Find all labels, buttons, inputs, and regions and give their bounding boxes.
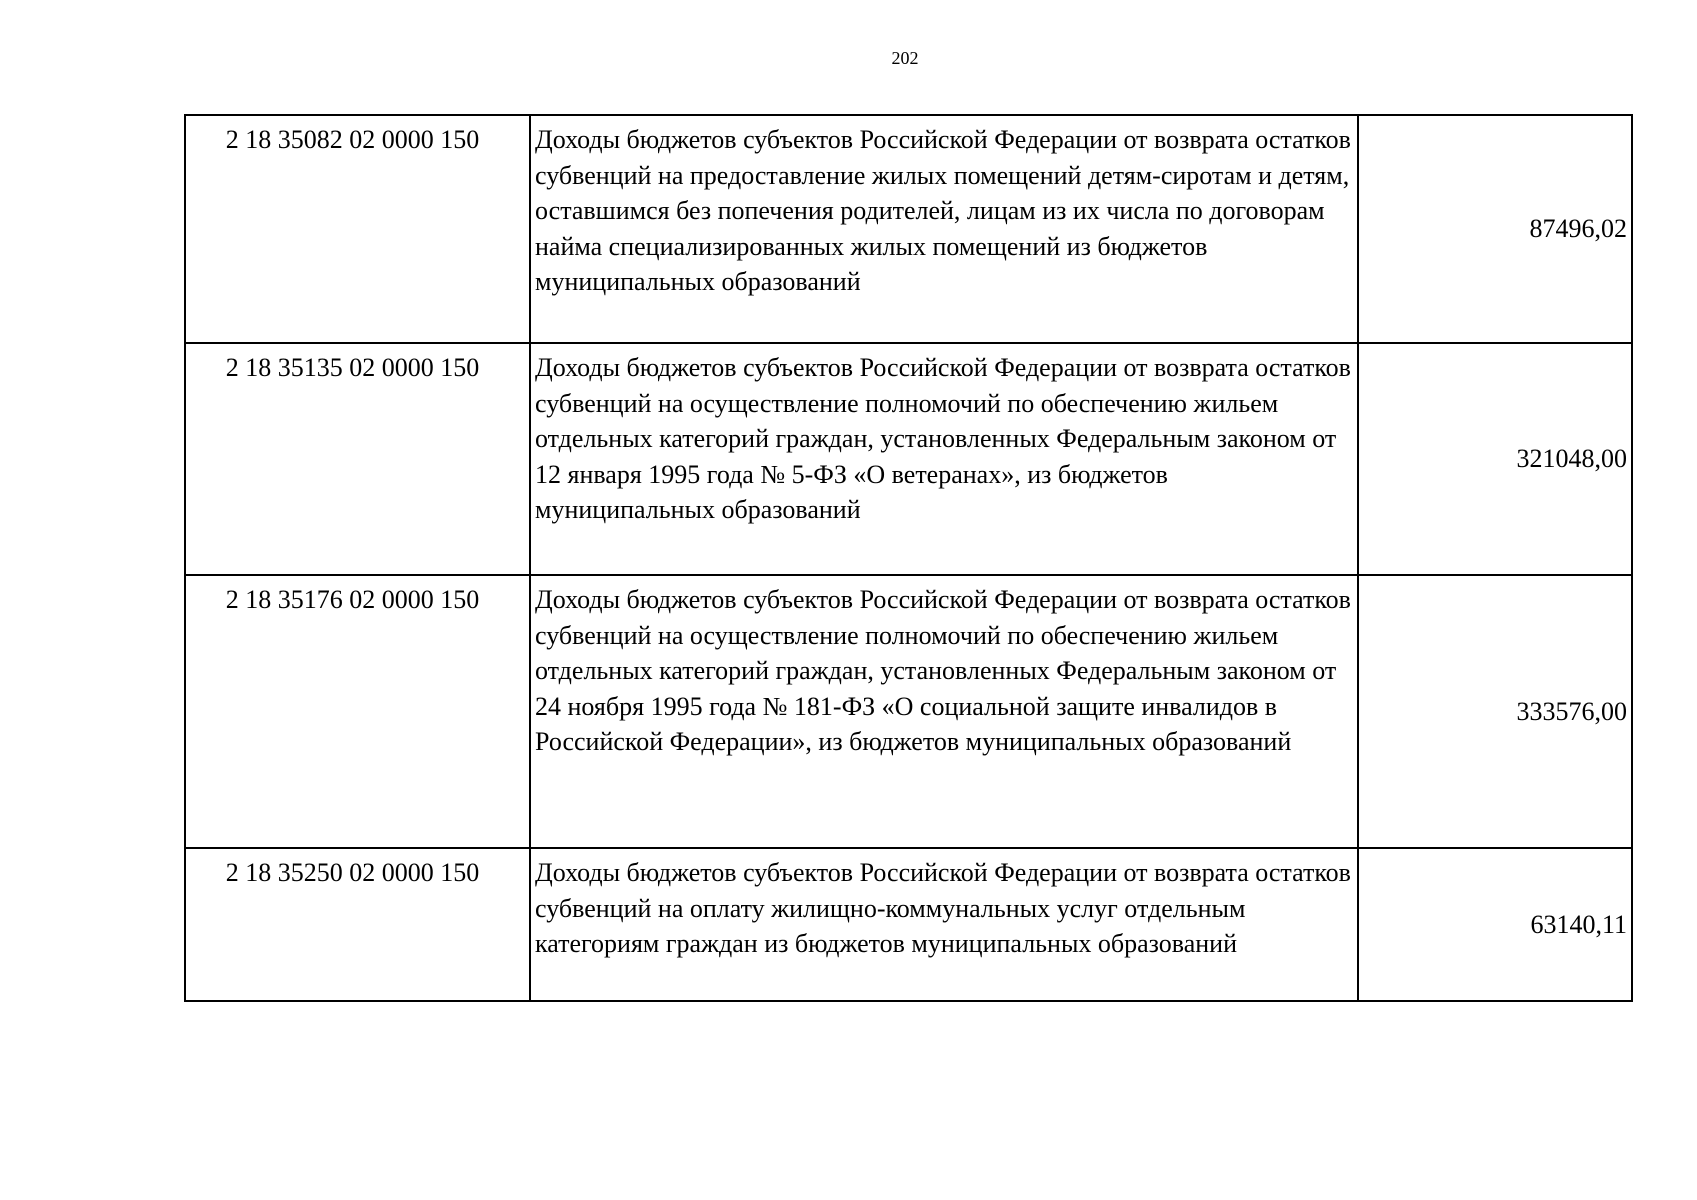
description-cell: Доходы бюджетов субъектов Российской Федерации от возврата остатков субвенций на осуществление полномочий по обеспечению жильем отдельных категорий граждан, установленных Федеральным законом от 24 ноября 1995 года № 181-ФЗ «О социальной защите инвалидов в Российской Федерации», из бюджетов муниципальных образований: [530, 575, 1358, 848]
table-row: [185, 848, 1632, 1001]
description-cell: Доходы бюджетов субъектов Российской Федерации от возврата остатков субвенций на предоставление жилых помещений детям-сиротам и детям, оставшимся без попечения родителей, лицам из их числа по договорам найма специализированных жилых помещений из бюджетов муниципальных образований: [530, 115, 1358, 343]
description-cell: Доходы бюджетов субъектов Российской Федерации от возврата остатков субвенций на оплату жилищно-коммунальных услуг отдельным категориям граждан из бюджетов муниципальных образований: [530, 848, 1358, 1001]
budget-code-cell: 2 18 35250 02 0000 150: [185, 848, 530, 1001]
page-number: 202: [891, 48, 919, 68]
amount-cell: 87496,02: [1358, 115, 1632, 343]
budget-code-cell: 2 18 35135 02 0000 150: [185, 343, 530, 575]
budget-code-cell: 2 18 35176 02 0000 150: [185, 575, 530, 848]
description-cell: Доходы бюджетов субъектов Российской Федерации от возврата остатков субвенций на осуществление полномочий по обеспечению жильем отдельных категорий граждан, установленных Федеральным законом от 12 января 1995 года № 5-ФЗ «О ветеранах», из бюджетов муниципальных образований: [530, 343, 1358, 575]
budget-code-cell: 2 18 35082 02 0000 150: [185, 115, 530, 343]
table-row: [185, 343, 1632, 575]
table-row: [185, 575, 1632, 848]
budget-revenue-table: [184, 114, 1633, 1002]
amount-cell: 63140,11: [1358, 848, 1632, 1001]
amount-cell: 333576,00: [1358, 575, 1632, 848]
amount-cell: 321048,00: [1358, 343, 1632, 575]
table-row: [185, 115, 1632, 343]
